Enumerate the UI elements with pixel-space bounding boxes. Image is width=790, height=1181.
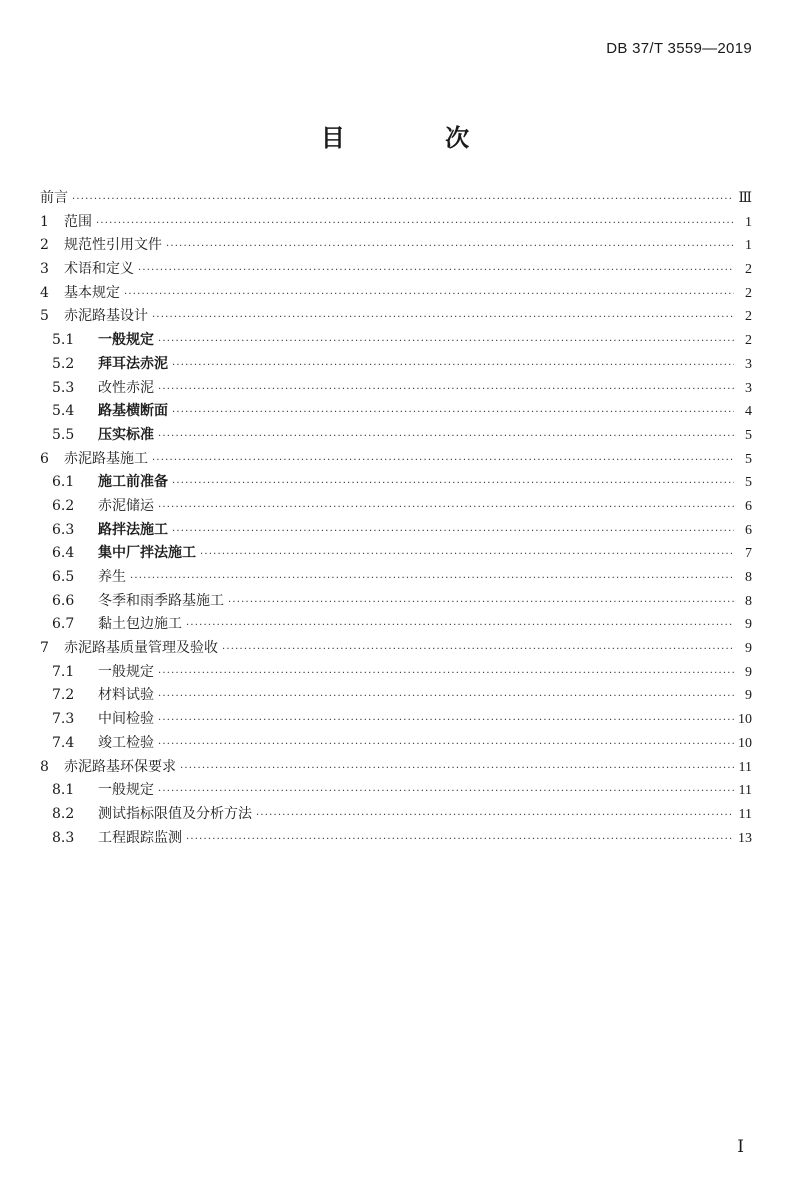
toc-entry[interactable] bbox=[40, 282, 752, 306]
toc-entry-page: 2 bbox=[745, 262, 752, 278]
toc-entry-label: 基本规定 bbox=[64, 284, 120, 301]
toc-entry-label: 中间检验 bbox=[98, 711, 154, 728]
toc-entry-label: 竣工检验 bbox=[98, 734, 154, 751]
toc-entry[interactable] bbox=[40, 566, 752, 590]
toc-entry[interactable] bbox=[40, 827, 752, 851]
toc-entry-number: 7.1 bbox=[52, 663, 75, 680]
toc-leader-dots bbox=[158, 662, 734, 686]
toc-entry-label: 一般规定 bbox=[98, 663, 154, 680]
toc-entry-label: 赤泥储运 bbox=[98, 497, 154, 514]
toc-entry[interactable] bbox=[40, 590, 752, 614]
toc-entry-page: 3 bbox=[745, 380, 752, 396]
toc-entry-label: 改性赤泥 bbox=[98, 379, 154, 396]
toc-entry-label: 养生 bbox=[98, 569, 126, 585]
toc-entry-label: 赤泥路基质量管理及验收 bbox=[64, 640, 218, 657]
toc-entry-page: 2 bbox=[745, 333, 752, 349]
toc-leader-dots bbox=[96, 212, 734, 236]
toc-entry-number: 5.1 bbox=[52, 332, 75, 349]
toc-leader-dots bbox=[172, 520, 734, 544]
toc-entry[interactable] bbox=[40, 377, 752, 401]
toc-leader-dots bbox=[124, 283, 734, 307]
toc-entry-number: 5.2 bbox=[52, 355, 75, 372]
toc-entry-label: 黏土包边施工 bbox=[98, 616, 182, 633]
toc-entry-page: 9 bbox=[745, 617, 752, 633]
toc-entry[interactable] bbox=[40, 258, 752, 282]
toc-entry-label: 冬季和雨季路基施工 bbox=[98, 592, 224, 609]
toc-entry-number: 5.5 bbox=[52, 426, 75, 443]
toc-entry-number: 1 bbox=[40, 213, 49, 230]
toc-entry-label: 施工前准备 bbox=[98, 474, 168, 491]
toc-entry-label: 集中厂拌法施工 bbox=[98, 545, 196, 562]
toc-entry-number: 3 bbox=[40, 261, 49, 278]
toc-entry[interactable] bbox=[40, 756, 752, 780]
toc-entry-label: 工程跟踪监测 bbox=[98, 829, 182, 846]
toc-entry-page: 10 bbox=[738, 735, 752, 751]
toc-leader-dots bbox=[256, 804, 734, 828]
toc-entry[interactable] bbox=[40, 234, 752, 258]
toc-leader-dots bbox=[72, 188, 734, 212]
toc-entry-page: 5 bbox=[745, 475, 752, 491]
toc-entry-page: 8 bbox=[745, 570, 752, 585]
page-number: I bbox=[737, 1137, 744, 1157]
toc-entry[interactable] bbox=[40, 637, 752, 661]
toc-leader-dots bbox=[152, 449, 734, 473]
toc-leader-dots bbox=[158, 496, 734, 520]
toc-entry[interactable] bbox=[40, 448, 752, 472]
toc-entry-number: 2 bbox=[40, 237, 49, 254]
toc-leader-dots bbox=[130, 567, 734, 591]
toc-entry[interactable] bbox=[40, 708, 752, 732]
toc-leader-dots bbox=[158, 330, 734, 354]
toc-leader-dots bbox=[186, 614, 734, 638]
toc-entry-page: 8 bbox=[745, 593, 752, 609]
toc-entry[interactable] bbox=[40, 353, 752, 377]
toc-entry[interactable] bbox=[40, 684, 752, 708]
toc-entry-label: 压实标准 bbox=[98, 426, 154, 443]
toc-entry-label: 一般规定 bbox=[98, 332, 154, 349]
toc-entry-page: 2 bbox=[745, 285, 752, 301]
toc-entry[interactable] bbox=[40, 424, 752, 448]
toc-entry-number: 5 bbox=[40, 308, 49, 325]
toc-entry-number: 8 bbox=[40, 758, 49, 775]
toc-leader-dots bbox=[222, 638, 734, 662]
toc-entry-label: 范围 bbox=[64, 213, 92, 230]
toc-entry[interactable] bbox=[40, 613, 752, 637]
toc-entry-number: 6.3 bbox=[52, 521, 75, 538]
toc-entry-number: 8.1 bbox=[52, 782, 75, 799]
toc-entry-number: 7.2 bbox=[52, 687, 75, 704]
toc-entry-label: 路拌法施工 bbox=[98, 521, 168, 538]
page-title: 目 次 bbox=[320, 123, 516, 152]
toc-entry[interactable] bbox=[40, 732, 752, 756]
toc-entry-page: 9 bbox=[745, 688, 752, 704]
toc-entry-number: 5.4 bbox=[52, 403, 75, 420]
toc-entry-number: 6.5 bbox=[52, 569, 75, 585]
toc-entry-page: 11 bbox=[738, 806, 752, 822]
toc-entry-number: 7 bbox=[40, 640, 49, 657]
toc-entry-label: 路基横断面 bbox=[98, 403, 168, 420]
toc-entry-label: 赤泥路基环保要求 bbox=[64, 758, 176, 775]
toc-entry-label: 规范性引用文件 bbox=[64, 237, 162, 254]
toc-entry-number: 5.3 bbox=[52, 379, 75, 396]
toc-leader-dots bbox=[158, 780, 734, 804]
toc-entry-page: 11 bbox=[738, 759, 752, 775]
toc-entry[interactable] bbox=[40, 211, 752, 235]
toc-entry-page: 6 bbox=[745, 498, 752, 514]
toc-entry-page: 2 bbox=[745, 309, 752, 325]
toc-entry-label: 拜耳法赤泥 bbox=[98, 355, 168, 372]
toc-entry-number: 6.2 bbox=[52, 497, 75, 514]
toc-entry-page: 10 bbox=[738, 712, 752, 728]
toc-entry[interactable] bbox=[40, 542, 752, 566]
toc-entry-page: 13 bbox=[738, 830, 752, 846]
toc-entry-label: 测试指标限值及分析方法 bbox=[98, 805, 252, 822]
document-code: DB 37/T 3559—2019 bbox=[606, 40, 752, 57]
toc-entry-page: 5 bbox=[745, 451, 752, 467]
toc-leader-dots bbox=[186, 828, 734, 852]
toc-entry-page: 9 bbox=[745, 664, 752, 680]
toc-entry[interactable] bbox=[40, 779, 752, 803]
toc-entry-label: 赤泥路基施工 bbox=[64, 450, 148, 467]
toc-leader-dots bbox=[158, 425, 734, 449]
toc-entry-page: 11 bbox=[738, 783, 752, 799]
toc-entry-page: 7 bbox=[745, 546, 752, 562]
toc-entry-number: 6 bbox=[40, 450, 49, 467]
toc-leader-dots bbox=[158, 709, 734, 733]
toc-entry[interactable] bbox=[40, 803, 752, 827]
toc-entry-number: 8.3 bbox=[52, 829, 75, 846]
toc-leader-dots bbox=[172, 354, 734, 378]
toc-entry-label: 一般规定 bbox=[98, 782, 154, 799]
toc-leader-dots bbox=[152, 306, 734, 330]
toc-entry[interactable] bbox=[40, 187, 752, 211]
toc-entry[interactable] bbox=[40, 661, 752, 685]
toc-entry-number: 6.7 bbox=[52, 616, 75, 633]
toc-entry-page: 1 bbox=[745, 214, 752, 230]
toc-entry-page: 3 bbox=[745, 356, 752, 372]
toc-leader-dots bbox=[158, 733, 734, 757]
toc-entry-number: 8.2 bbox=[52, 805, 75, 822]
toc-leader-dots bbox=[172, 401, 734, 425]
toc-entry-number: 6.6 bbox=[52, 592, 75, 609]
toc-entry-page: 5 bbox=[745, 427, 752, 443]
toc-leader-dots bbox=[158, 378, 734, 402]
toc-entry-number: 6.4 bbox=[52, 545, 75, 562]
toc-entry-label: 前言 bbox=[40, 190, 68, 206]
toc-entry-label: 材料试验 bbox=[98, 687, 154, 704]
toc-entry-page: Ⅲ bbox=[738, 191, 752, 206]
toc-entry-page: 4 bbox=[745, 404, 752, 420]
toc-entry-label: 赤泥路基设计 bbox=[64, 308, 148, 325]
toc-entry[interactable] bbox=[40, 471, 752, 495]
toc-entry-number: 7.3 bbox=[52, 711, 75, 728]
toc-leader-dots bbox=[228, 591, 734, 615]
toc-entry-page: 6 bbox=[745, 522, 752, 538]
toc-entry[interactable] bbox=[40, 495, 752, 519]
toc-entry-page: 9 bbox=[745, 641, 752, 657]
toc-leader-dots bbox=[158, 685, 734, 709]
toc-entry[interactable] bbox=[40, 400, 752, 424]
toc-entry[interactable] bbox=[40, 519, 752, 543]
toc-entry-number: 7.4 bbox=[52, 734, 75, 751]
toc-leader-dots bbox=[172, 472, 734, 496]
toc-entry-number: 6.1 bbox=[52, 474, 75, 491]
toc-entry-label: 术语和定义 bbox=[64, 261, 134, 278]
toc-entry-page: 1 bbox=[745, 238, 752, 254]
toc-entry-number: 4 bbox=[40, 284, 49, 301]
toc-leader-dots bbox=[166, 235, 734, 259]
toc-leader-dots bbox=[138, 259, 734, 283]
toc-leader-dots bbox=[180, 757, 734, 781]
toc-leader-dots bbox=[200, 543, 734, 567]
toc-entry[interactable] bbox=[40, 329, 752, 353]
table-of-contents bbox=[40, 187, 752, 850]
toc-entry[interactable] bbox=[40, 305, 752, 329]
